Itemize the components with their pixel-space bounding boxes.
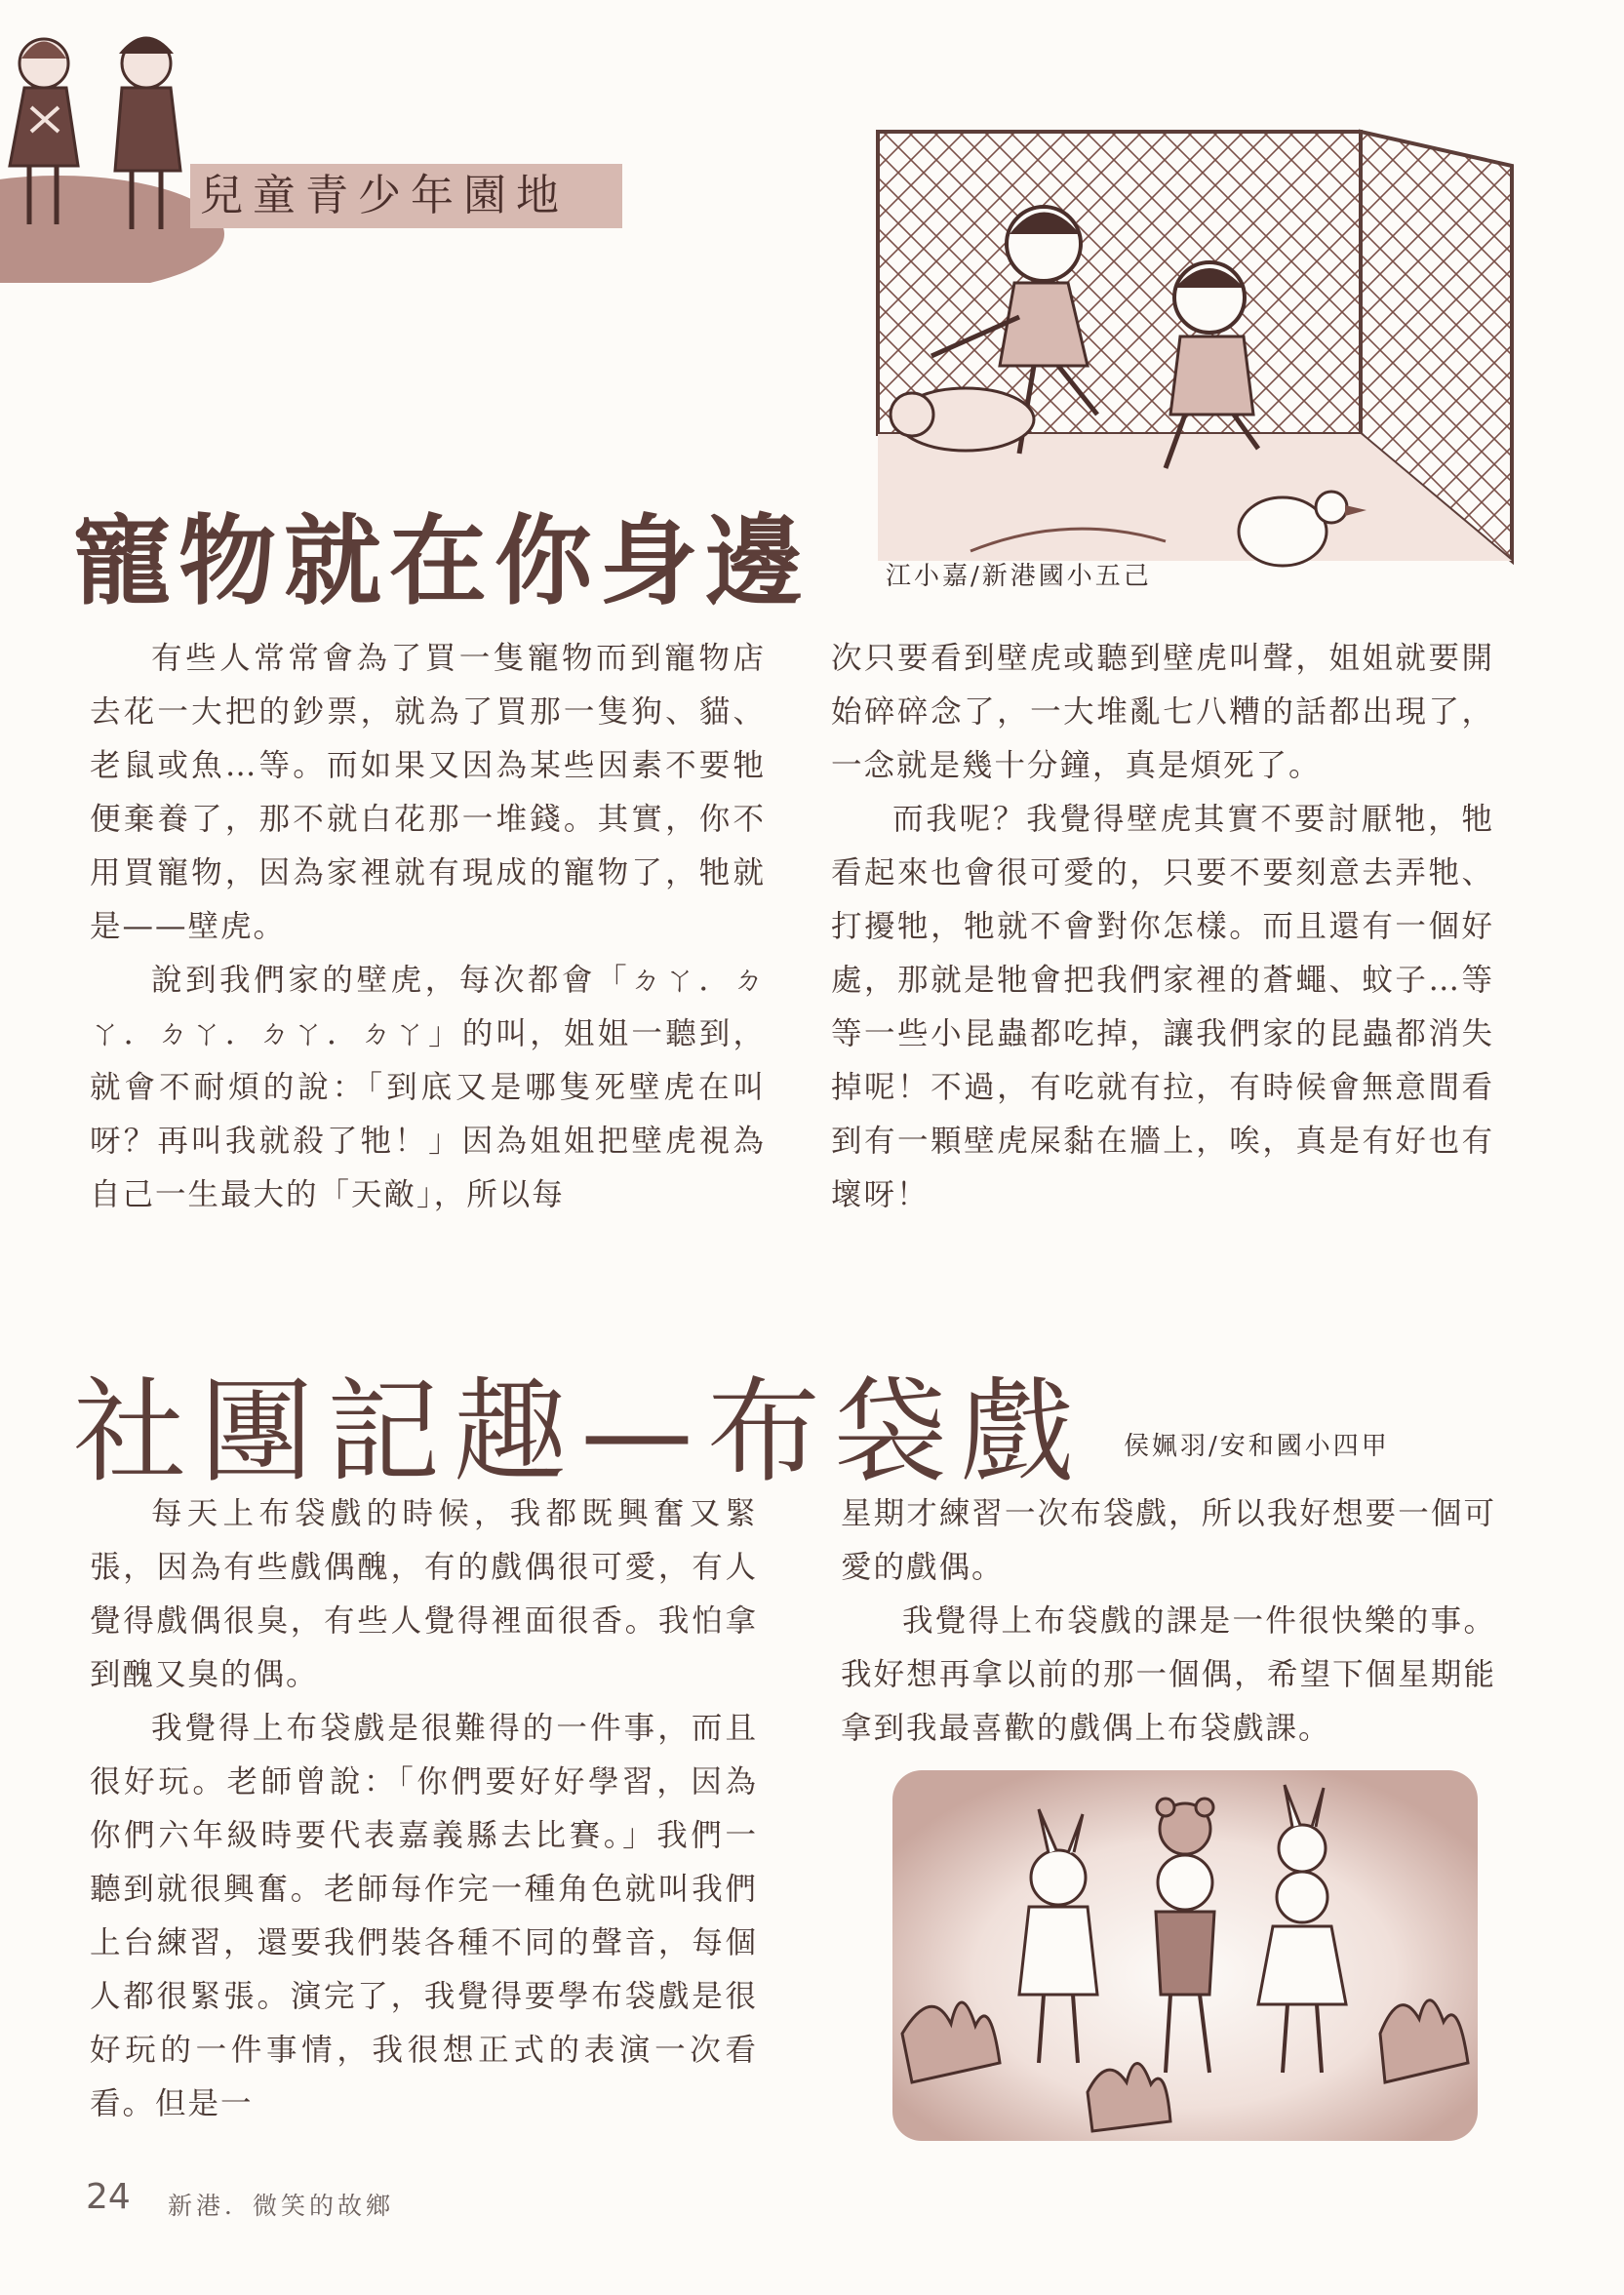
puppet-show-stage-illustration <box>892 1770 1478 2141</box>
paragraph: 我覺得上布袋戲是很難得的一件事，而且很好玩。老師曾說：「你們要好好學習，因為你們六年級時要代表嘉義縣去比賽。」我們一聽到就很興奮。老師每作完一種角色就叫我們上台練習，還要我們裝各種不同的聲音，每個人都很緊張。演完了，我覺得要學布袋戲是很好玩的一件事情，我很想正式的表演一次看看。但是一 <box>90 1711 758 2121</box>
paragraph: 有些人常常會為了買一隻寵物而到寵物店去花一大把的鈔票，就為了買那一隻狗、貓、老鼠或魚…等。而如果又因為某些因素不要牠便棄養了，那不就白花那一堆錢。其實，你不用買寵物，因為家裡就有現成的寵物了，牠就是——壁虎。 <box>90 641 766 944</box>
paragraph: 而我呢？我覺得壁虎其實不要討厭牠，牠看起來也會很可愛的，只要不要刻意去弄牠、打擾牠，牠就不會對你怎樣。而且還有一個好處，那就是牠會把我們家裡的蒼蠅、蚊子…等等一些小昆蟲都吃掉，讓我們家的昆蟲都消失掉呢！不過，有吃就有拉，有時候會無意間看到有一顆壁虎屎黏在牆上，唉，真是有好也有壞呀！ <box>831 802 1494 1212</box>
paragraph: 星期才練習一次布袋戲，所以我好想要一個可愛的戲偶。 <box>841 1496 1496 1585</box>
article-column <box>841 1487 1496 1756</box>
paragraph: 每天上布袋戲的時候，我都既興奮又緊張，因為有些戲偶醜，有的戲偶很可愛，有人覺得戲偶很臭，有些人覺得裡面很香。我怕拿到醜又臭的偶。 <box>90 1496 758 1692</box>
article-title: 社團記趣—布袋戲 <box>73 1366 1088 1498</box>
children-and-pets-in-cage-illustration <box>873 122 1522 610</box>
article-title: 寵物就在你身邊 <box>73 504 811 618</box>
article-column <box>90 632 766 1222</box>
paragraph: 我覺得上布袋戲的課是一件很快樂的事。我好想再拿以前的那一個偶，希望下個星期能拿到我最喜歡的戲偶上布袋戲課。 <box>841 1603 1496 1746</box>
page-number: 24 <box>86 2177 131 2217</box>
section-label: 兒童青少年園地 <box>200 171 569 220</box>
article-column <box>831 632 1494 1222</box>
article-column <box>90 1487 758 2131</box>
paragraph: 說到我們家的壁虎，每次都會「ㄉㄚ．ㄉㄚ．ㄉㄚ．ㄉㄚ．ㄉㄚ」的叫，姐姐一聽到，就會不耐煩的說：「到底又是哪隻死壁虎在叫呀？再叫我就殺了牠！」因為姐姐把壁虎視為自己一生最大的「天敵」，所以每 <box>90 963 766 1212</box>
article-byline: 侯姵羽/安和國小四甲 <box>1124 1432 1390 1461</box>
children-cartoon-icon <box>0 0 224 283</box>
paragraph: 次只要看到壁虎或聽到壁虎叫聲，姐姐就要開始碎碎念了，一大堆亂七八糟的話都出現了，一念就是幾十分鐘，真是煩死了。 <box>831 641 1494 783</box>
article-byline: 江小嘉/新港國小五己 <box>886 562 1152 591</box>
footer-title: 新港．微笑的故鄉 <box>168 2192 395 2220</box>
